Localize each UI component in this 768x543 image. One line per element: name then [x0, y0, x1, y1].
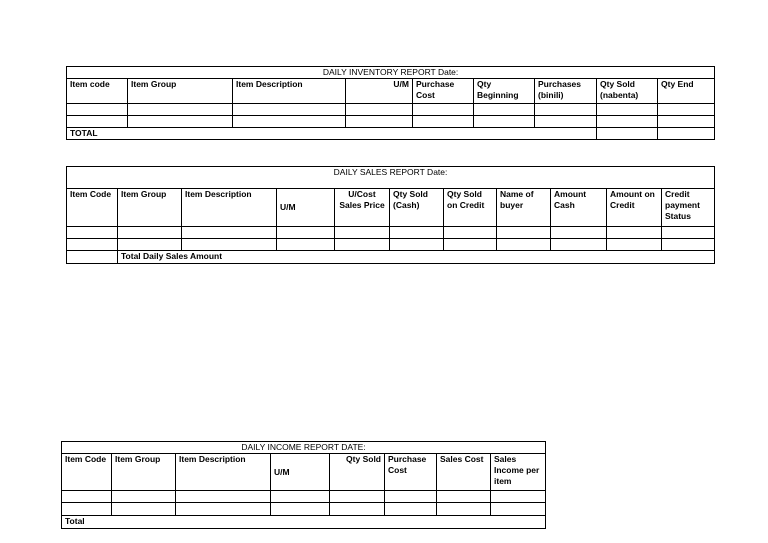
table-row	[62, 503, 546, 516]
income-report-table	[61, 441, 546, 529]
header-item-description: Item Description	[182, 189, 277, 227]
inventory-total-label: TOTAL	[67, 128, 597, 140]
table-row	[67, 104, 715, 116]
header-item-code: Item Code	[67, 189, 118, 227]
inventory-report-title: DAILY INVENTORY REPORT Date:	[67, 67, 715, 79]
sales-report-title: DAILY SALES REPORT Date:	[67, 167, 715, 189]
income-report-title: DAILY INCOME REPORT DATE:	[62, 442, 546, 454]
header-item-group: Item Group	[112, 454, 176, 491]
header-item-description: Item Description	[176, 454, 271, 491]
table-row	[67, 239, 715, 251]
header-sales-cost: Sales Cost	[437, 454, 491, 491]
header-amount-credit: Amount on Credit	[607, 189, 662, 227]
header-unit-cost-sales-price: U/Cost Sales Price	[335, 189, 390, 227]
income-total-row	[62, 516, 546, 529]
header-purchases: Purchases (binili)	[535, 79, 597, 104]
header-um: U/M	[271, 454, 330, 491]
header-item-code: Item code	[67, 79, 128, 104]
header-um: U/M	[346, 79, 413, 104]
header-qty-sold-credit: Qty Sold on Credit	[444, 189, 497, 227]
header-item-code: Item Code	[62, 454, 112, 491]
header-item-description: Item Description	[233, 79, 346, 104]
inventory-header-row	[67, 79, 715, 104]
header-um: U/M	[277, 189, 335, 227]
header-purchase-cost: Purchase Cost	[413, 79, 474, 104]
income-total-label: Total	[62, 516, 546, 529]
header-qty-sold: Qty Sold (nabenta)	[597, 79, 658, 104]
sales-total-row	[67, 251, 715, 264]
header-sales-income-per-item: Sales Income per item	[491, 454, 546, 491]
sales-total-label: Total Daily Sales Amount	[118, 251, 715, 264]
header-credit-payment-status: Credit payment Status	[662, 189, 715, 227]
header-qty-sold: Qty Sold	[330, 454, 385, 491]
header-qty-sold-cash: Qty Sold (Cash)	[390, 189, 444, 227]
header-qty-beginning: Qty Beginning	[474, 79, 535, 104]
table-row	[67, 116, 715, 128]
inventory-report-table	[66, 66, 715, 140]
header-qty-end: Qty End	[658, 79, 715, 104]
sales-header-row	[67, 189, 715, 227]
header-item-group: Item Group	[118, 189, 182, 227]
header-amount-cash: Amount Cash	[551, 189, 607, 227]
table-row	[62, 491, 546, 503]
header-purchase-cost: Purchase Cost	[385, 454, 437, 491]
income-header-row	[62, 454, 546, 491]
table-row	[67, 227, 715, 239]
header-item-group: Item Group	[128, 79, 233, 104]
header-name-of-buyer: Name of buyer	[497, 189, 551, 227]
inventory-total-row	[67, 128, 715, 140]
sales-report-table	[66, 166, 715, 264]
